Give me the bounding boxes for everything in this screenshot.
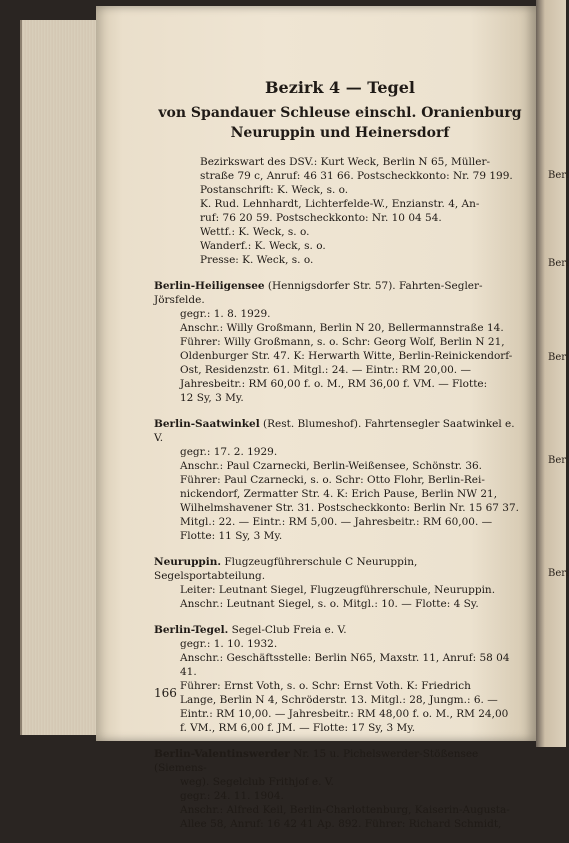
club-detail-line: Anschr.: Alfred Keil, Berlin-Charlottenburg, Kaiserin-Augusta- bbox=[180, 804, 510, 816]
club-detail-line: Mitgl.: 22. — Eintr.: RM 5,00. — Jahresbeitr.: RM 60,00. — bbox=[180, 516, 493, 528]
page-subtitle-line: Neuruppin und Heinersdorf bbox=[230, 125, 450, 141]
club-entry bbox=[154, 555, 526, 611]
club-place: Berlin-Saatwinkel bbox=[154, 418, 260, 430]
club-detail-line: Führer: Paul Czarnecki, s. o. Schr: Otto Flohr, Berlin-Rei- bbox=[180, 474, 485, 486]
club-detail-line: Anschr.: Paul Czarnecki, Berlin-Weißensee, Schönstr. 36. bbox=[180, 460, 483, 472]
club-detail-line: Allee 58, Anruf: 16 42 41 Ap. 892. Führer: Richard Schmidt, bbox=[180, 818, 502, 830]
club-detail-line: Ost, Residenzstr. 61. Mitgl.: 24. — Eintr.: RM 20,00. — bbox=[180, 364, 471, 376]
district-info-line: Wettf.: K. Weck, s. o. bbox=[200, 226, 310, 238]
club-detail-line: Wilhelmshavener Str. 31. Postscheckkonto: Berlin Nr. 15 67 37. bbox=[180, 502, 520, 514]
club-title: Nr. 15 u. Pichelswerder-Stößensee (Siemens- bbox=[154, 748, 479, 774]
club-detail-line: Anschr.: Leutnant Siegel, s. o. Mitgl.: 10. — Flotte: 4 Sy. bbox=[180, 598, 479, 610]
club-detail-line: Oldenburger Str. 47. K: Herwarth Witte, Berlin-Reinickendorf- bbox=[180, 350, 513, 362]
district-info-line: Wanderf.: K. Weck, s. o. bbox=[200, 240, 326, 252]
club-detail-line: Anschr.: Geschäftsstelle: Berlin N65, Maxstr. 11, Anruf: 58 04 41. bbox=[180, 652, 510, 678]
club-detail-line: Jahresbeitr.: RM 60,00 f. o. M., RM 36,00 f. VM. — Flotte: bbox=[180, 378, 488, 390]
club-place: Berlin-Heiligensee bbox=[154, 280, 265, 292]
district-info-line: ruf: 76 20 59. Postscheckkonto: Nr. 10 04 54. bbox=[200, 212, 442, 224]
adjacent-page-text: Berl bbox=[548, 170, 569, 181]
club-title: Segel-Club Freia e. V. bbox=[228, 624, 347, 636]
club-place: Berlin-Valentinswerder bbox=[154, 748, 290, 760]
adjacent-page-text: Berl bbox=[548, 258, 569, 269]
club-entry bbox=[154, 417, 526, 543]
adjacent-page bbox=[536, 0, 569, 747]
club-place: Neuruppin. bbox=[154, 556, 222, 568]
club-entry bbox=[154, 623, 526, 735]
page-subtitle-line: von Spandauer Schleuse einschl. Oranienburg bbox=[158, 105, 522, 121]
adjacent-page-text: Berl bbox=[548, 352, 569, 363]
district-info-line: K. Rud. Lehnhardt, Lichterfelde-W., Enzianstr. 4, An- bbox=[200, 198, 480, 210]
club-detail-line: nickendorf, Zermatter Str. 4. K: Erich Pause, Berlin NW 21, bbox=[180, 488, 498, 500]
club-title: Flugzeugführerschule C Neuruppin, Segelsportabteilung. bbox=[154, 556, 418, 582]
club-title: (Rest. Blumeshof). Fahrtensegler Saatwinkel e. V. bbox=[154, 418, 515, 444]
club-detail-line: Leiter: Leutnant Siegel, Flugzeugführerschule, Neuruppin. bbox=[180, 584, 496, 596]
book-page-edges bbox=[20, 20, 102, 735]
page-number: 166 bbox=[154, 686, 177, 700]
club-detail-line: 12 Sy, 3 My. bbox=[180, 392, 244, 404]
district-info-line: straße 79 c, Anruf: 46 31 66. Postscheckkonto: Nr. 79 199. bbox=[200, 170, 513, 182]
club-detail-line: Lange, Berlin N 4, Schröderstr. 13. Mitgl.: 28, Jungm.: 6. — bbox=[180, 694, 498, 706]
adjacent-page-text: Berl bbox=[548, 568, 569, 579]
district-info bbox=[200, 155, 526, 267]
club-entry bbox=[154, 747, 526, 831]
club-detail-line: gegr.: 1. 10. 1932. bbox=[180, 638, 278, 650]
club-place: Berlin-Tegel. bbox=[154, 624, 229, 636]
club-detail-line: Führer: Ernst Voth, s. o. Schr: Ernst Voth. K: Friedrich bbox=[180, 680, 471, 692]
page-content bbox=[154, 78, 526, 843]
club-detail-line: f. VM., RM 6,00 f. JM. — Flotte: 17 Sy, 3 My. bbox=[180, 722, 416, 734]
club-detail-line: weg). Segelclub Frithjof e. V. bbox=[180, 776, 334, 788]
club-detail-line: gegr.: 17. 2. 1929. bbox=[180, 446, 278, 458]
district-info-line: Bezirkswart des DSV.: Kurt Weck, Berlin N 65, Müller- bbox=[200, 156, 491, 168]
club-detail-line: Anschr.: Willy Großmann, Berlin N 20, Bellermannstraße 14. bbox=[180, 322, 504, 334]
club-detail-line: Eintr.: RM 10,00. — Jahresbeitr.: RM 48,00 f. o. M., RM 24,00 bbox=[180, 708, 509, 720]
club-detail-line: gegr.: 24. 11. 1904. bbox=[180, 790, 284, 802]
club-detail-line: Führer: Willy Großmann, s. o. Schr: Georg Wolf, Berlin N 21, bbox=[180, 336, 505, 348]
club-detail-line: Flotte: 11 Sy, 3 My. bbox=[180, 530, 283, 542]
club-entry bbox=[154, 279, 526, 405]
district-info-line: Presse: K. Weck, s. o. bbox=[200, 254, 314, 266]
adjacent-page-text: Berl bbox=[548, 455, 569, 466]
page-title: Bezirk 4 — Tegel bbox=[265, 78, 415, 97]
district-info-line: Postanschrift: K. Weck, s. o. bbox=[200, 184, 349, 196]
club-detail-line: gegr.: 1. 8. 1929. bbox=[180, 308, 271, 320]
club-title: (Hennigsdorfer Str. 57). Fahrten-Segler-Jörsfelde. bbox=[154, 280, 483, 306]
